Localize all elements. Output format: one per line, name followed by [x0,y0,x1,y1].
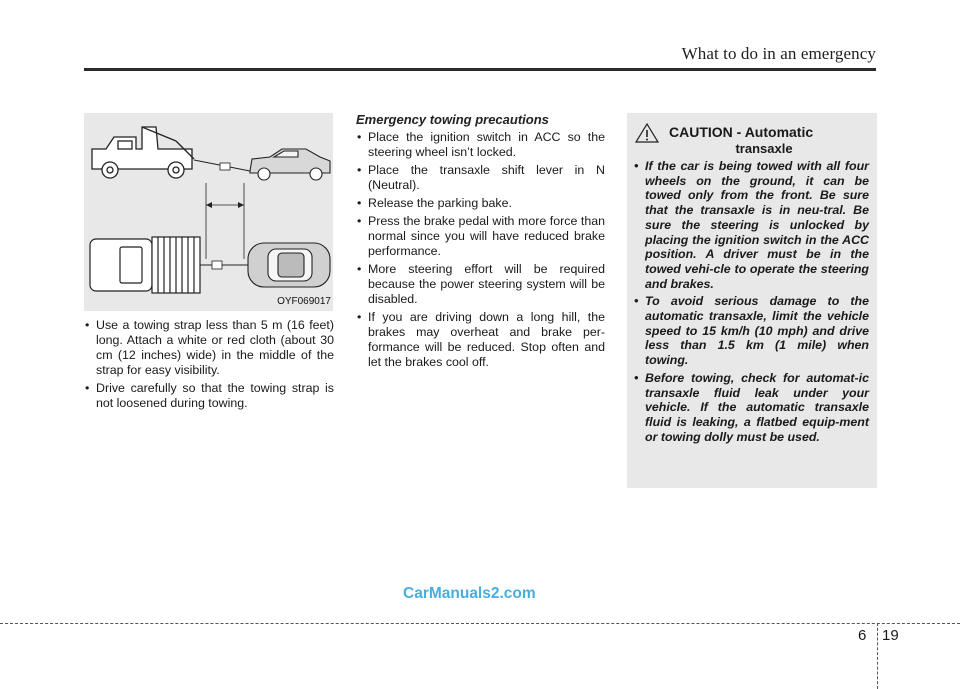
precautions-list [356,130,605,370]
tow-truck-diagram [84,113,333,311]
caution-subtitle: transaxle [735,141,793,156]
list-item: • Release the parking bake. [356,196,605,211]
section-heading: Emergency towing precautions [356,112,549,127]
towing-illustration [84,113,333,311]
page-number: 19 [882,627,899,644]
section-number: 6 [858,627,867,644]
list-item: • To avoid serious damage to the automatic transaxle, limit the vehicle speed to 15 km/h (10 mph) and drive less than 1.5 km (1 mile) when towing. [633,294,869,368]
list-item: • More steering effort will be required because the power steering system will be disabled. [356,262,605,307]
watermark-link[interactable]: CarManuals2.com [403,585,536,602]
column-1 [84,318,334,414]
list-item: • Drive carefully so that the towing strap is not loosened during towing. [84,381,334,411]
warning-icon [635,123,659,143]
list-item: • Place the ignition switch in ACC so the steering wheel isn’t locked. [356,130,605,160]
towed-car-top [248,243,330,287]
column-2 [356,112,605,373]
list-item: • Press the brake pedal with more force than normal since you will have reduced brake performance. [356,214,605,259]
tow-strap-list [84,318,334,411]
list-item: • If the car is being towed with all four wheels on the ground, it can be towed only from the front. Be sure that the transaxle is in neu-tral. Be sure the steering is unlocked by placing the ignition switch in the ACC position. A driver must be in the towed vehi-cle to operate the steering and brakes. [633,159,869,291]
caution-title: CAUTION - Automatic [669,124,814,140]
list-item: • Before towing, check for automat-ic transaxle fluid leak under your vehicle. If the automatic transaxle fluid is leaking, a flatbed equip-ment or towing dolly must be used. [633,371,869,445]
tow-truck-side [92,127,194,178]
header-rule [84,68,876,71]
caution-box [627,113,877,488]
footer-rule [0,623,960,624]
list-item: • Place the transaxle shift lever in N (Neutral). [356,163,605,193]
towed-car-side [250,149,330,180]
caution-list [633,159,869,447]
running-header: What to do in an emergency [681,44,876,63]
list-item: • If you are driving down a long hill, the brakes may overheat and brake per-formance will be reduced. Stop often and let the brakes cool off. [356,310,605,370]
footer-divider [877,623,878,689]
list-item: • Use a towing strap less than 5 m (16 feet) long. Attach a white or red cloth (about 30 cm (12 inches) wide) in the middle of the strap for easy visibility. [84,318,334,378]
figure-code: OYF069017 [277,296,331,307]
tow-truck-top [90,237,200,293]
